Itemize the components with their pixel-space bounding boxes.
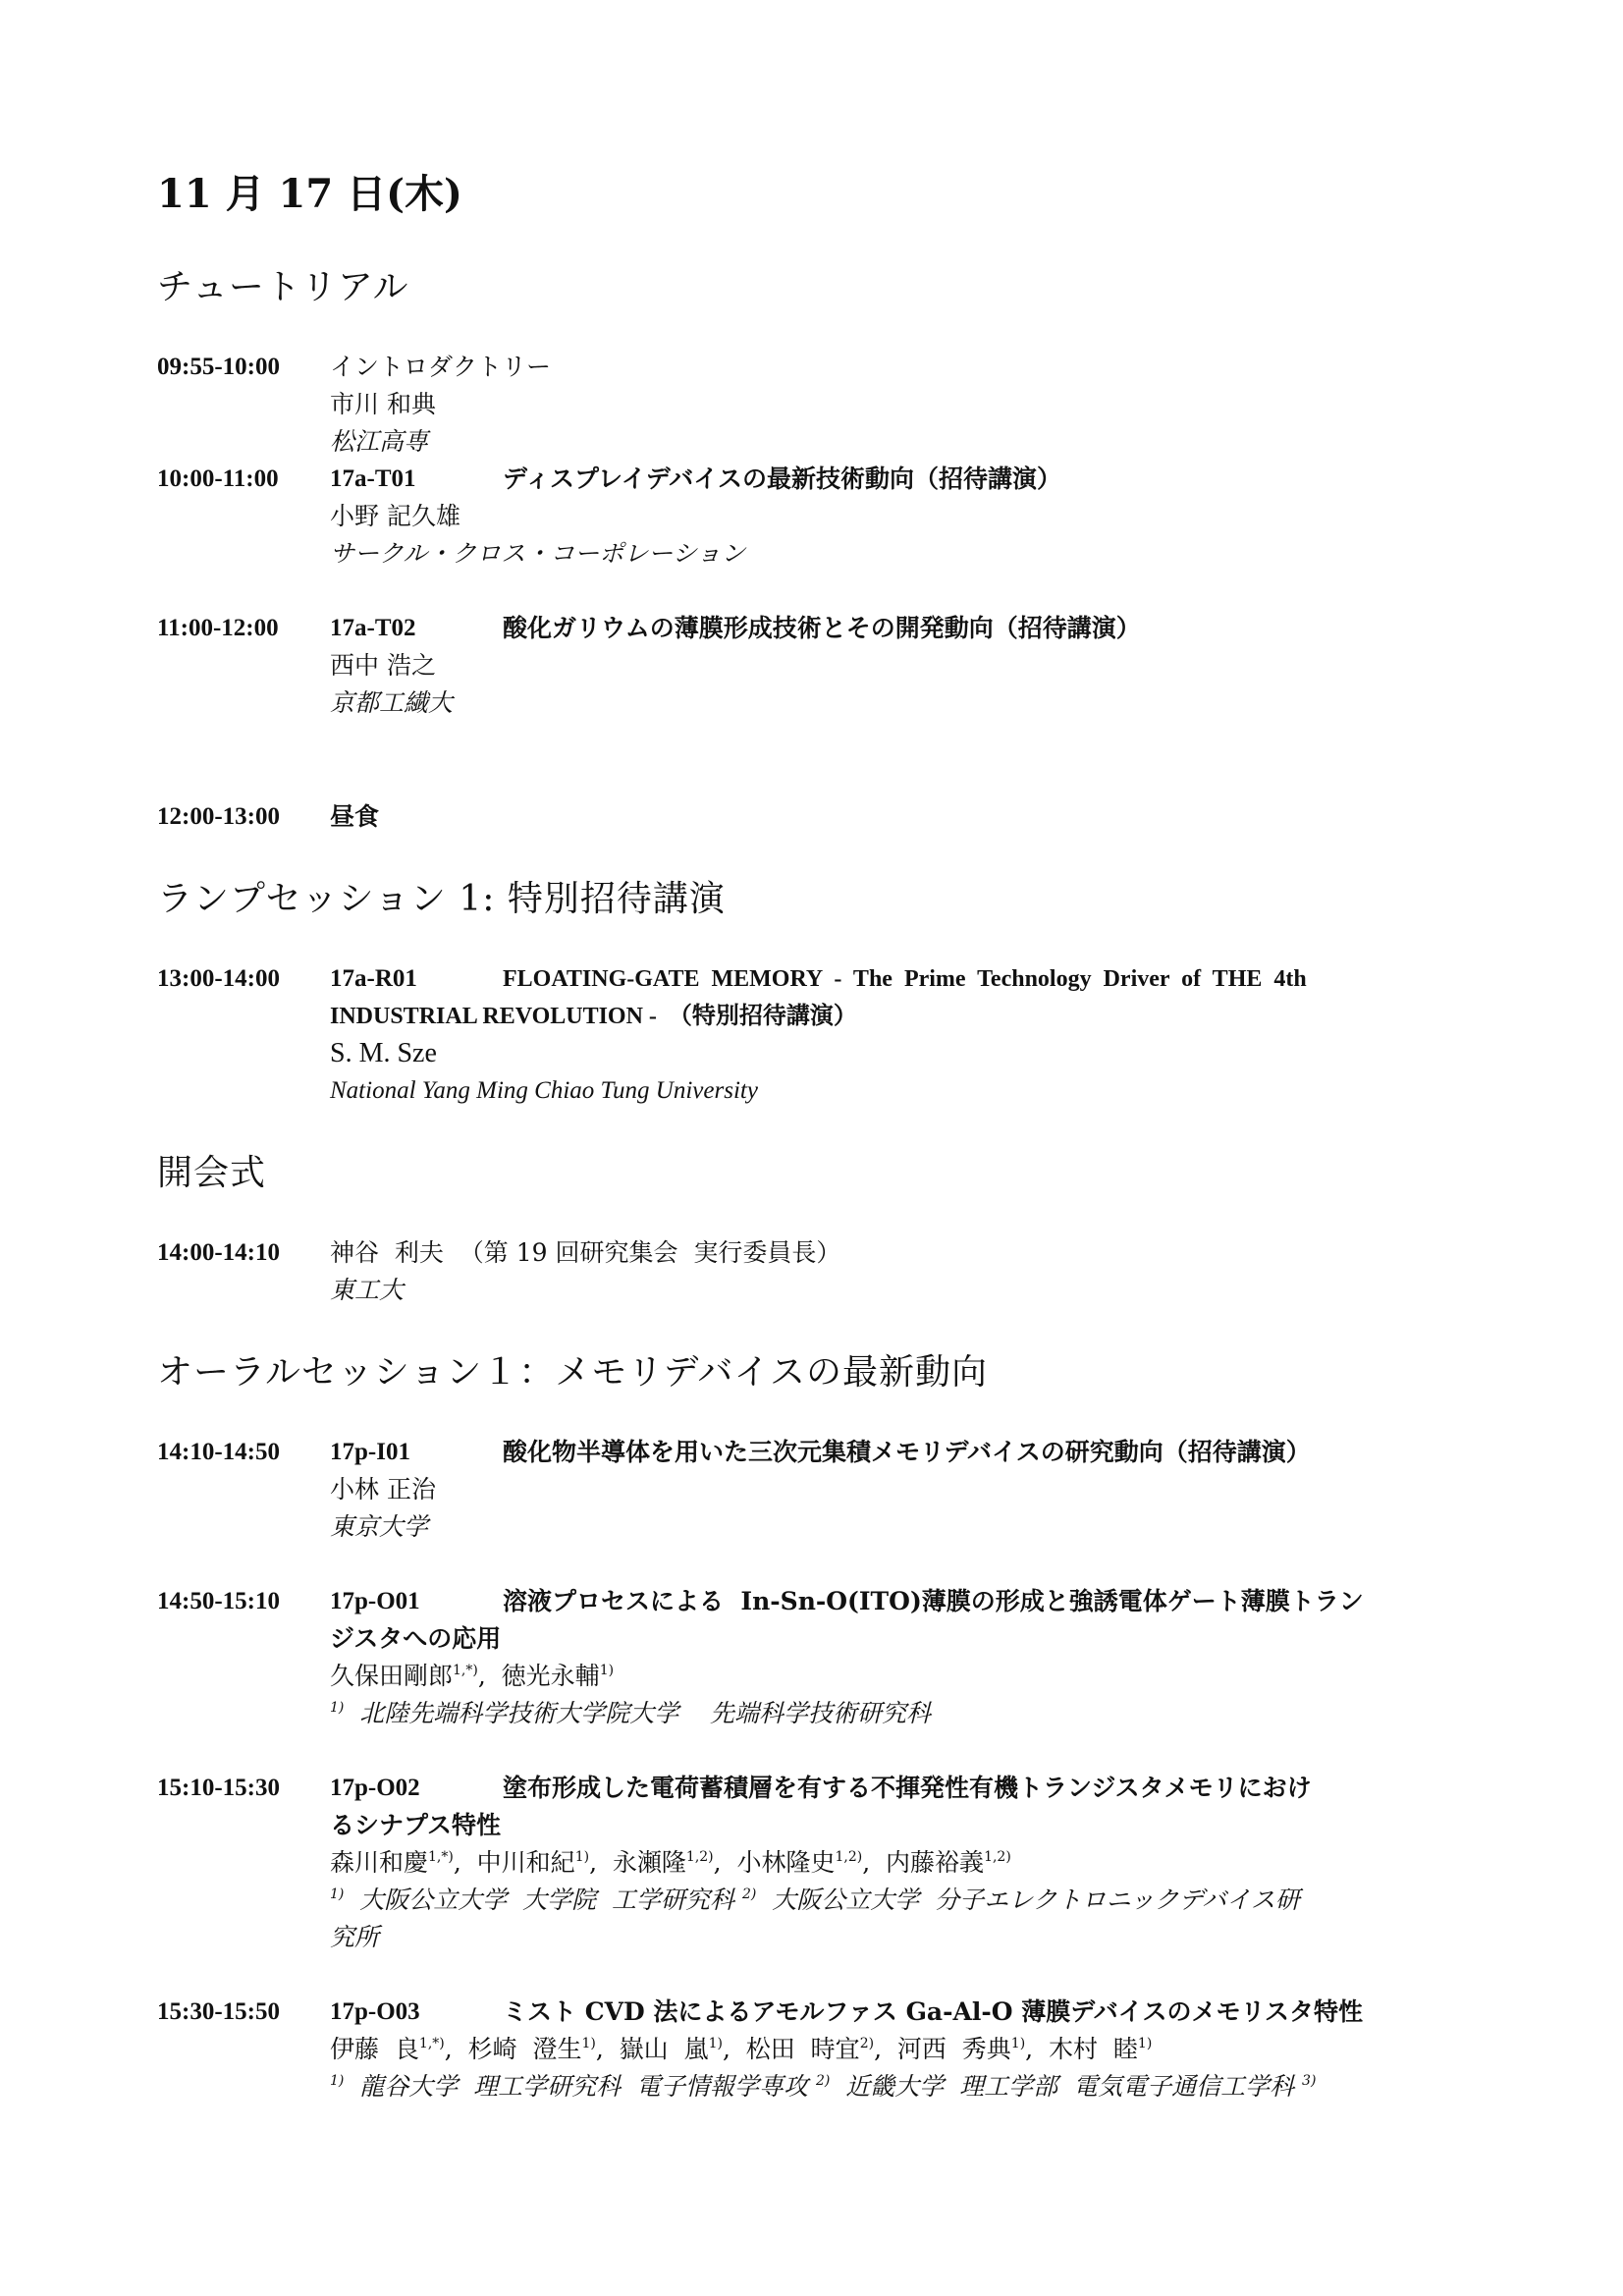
aff-sup: 2) <box>816 2073 831 2089</box>
author-sup: 1,2) <box>984 1849 1011 1865</box>
entry-time: 15:30-15:50 <box>157 1998 280 2025</box>
entry-17p-O03 <box>157 1994 1483 2105</box>
date-heading: 11 月 17 日(木) <box>157 171 462 217</box>
entry-title: 昼食 <box>330 802 380 831</box>
entry-affiliation: 東京大学 <box>330 1512 429 1541</box>
entry-17p-I01 <box>157 1434 1483 1546</box>
section-tutorial: チュートリアル <box>157 267 409 307</box>
entry-title: 酸化物半導体を用いた三次元集積メモリデバイスの研究動向（招待講演） <box>503 1438 1311 1466</box>
aff-text: 龍谷大学 理工学研究科 電子情報学専攻 <box>344 2072 817 2101</box>
entry-code: 17a-R01 <box>330 965 417 992</box>
entry-affiliation: 松江高専 <box>330 427 429 456</box>
section-opening: 開会式 <box>157 1153 267 1193</box>
author: , 嶽山 嵐 <box>595 2035 709 2063</box>
entry-title-line2: INDUSTRIAL REVOLUTION - <box>330 1004 669 1029</box>
aff-text: 大阪公立大学 分子エレクトロニックデバイス研 <box>756 1886 1300 1914</box>
entry-17p-O01 <box>157 1583 1483 1732</box>
entry-title: ディスプレイデバイスの最新技術動向（招待講演） <box>503 465 1062 493</box>
author: 久保田剛郎 <box>330 1662 454 1690</box>
author-sup: 1,2) <box>685 1849 714 1865</box>
entry-affiliation: サークル・クロス・コーポレーション <box>330 539 746 568</box>
author: 森川和慶 <box>330 1848 429 1877</box>
aff-text: 大阪公立大学 大学院 工学研究科 <box>344 1886 743 1914</box>
entry-time: 14:00-14:10 <box>157 1239 280 1266</box>
entry-opening <box>157 1234 1483 1309</box>
aff-sup: 1) <box>330 2073 345 2089</box>
entry-code: 17a-T02 <box>330 615 416 641</box>
entry-lunch <box>157 798 1483 836</box>
author: , 河西 秀典 <box>874 2035 1011 2063</box>
entry-affiliation-line2: 究所 <box>330 1923 380 1951</box>
entry-title-suffix: （特別招待講演） <box>668 1004 857 1029</box>
aff-text: 北陸先端科学技術大学院大学 先端科学技術研究科 <box>344 1699 932 1727</box>
author-sup: 1) <box>708 2036 723 2051</box>
entry-author: 市川 和典 <box>330 390 436 418</box>
author-sup: 1,2) <box>835 1849 863 1865</box>
author-sup: 1) <box>574 1849 590 1865</box>
author-sup: 1,*) <box>453 1663 478 1678</box>
entry-affiliation: National Yang Ming Chiao Tung University <box>330 1077 758 1104</box>
entry-code: 17p-O03 <box>330 1998 420 2025</box>
entry-title: イントロダクトリー <box>330 353 552 381</box>
entry-17a-R01 <box>157 960 1483 1110</box>
entry-affiliation <box>330 1695 1483 1732</box>
section-rump: ランプセッション 1: 特別招待講演 <box>157 879 726 919</box>
author: , 杉崎 澄生 <box>444 2035 582 2063</box>
author: , 木村 睦 <box>1025 2035 1138 2063</box>
entry-affiliation <box>330 2068 1483 2105</box>
entry-time: 09:55-10:00 <box>157 354 280 380</box>
program-page <box>157 147 1483 2105</box>
entry-title-line2: ジスタへの応用 <box>330 1624 502 1653</box>
author-sup: 1,*) <box>428 1849 454 1865</box>
author: , 中川和紀 <box>453 1848 575 1877</box>
entry-authors <box>330 1658 1483 1695</box>
author: , 徳光永輔 <box>477 1662 600 1690</box>
entry-intro <box>157 349 1483 461</box>
author: , 永瀬隆 <box>589 1848 686 1877</box>
author-sup: 1) <box>1137 2036 1153 2051</box>
entry-author: 西中 浩之 <box>330 651 436 680</box>
author: 伊藤 良 <box>330 2035 419 2063</box>
aff-sup: 1) <box>330 1700 345 1716</box>
aff-text: 近畿大学 理工学部 電気電子通信工学科 <box>830 2072 1303 2101</box>
author-sup: 1,*) <box>418 2036 445 2051</box>
entry-affiliation <box>330 1882 1483 1919</box>
entry-author: 小野 記久雄 <box>330 502 460 530</box>
entry-code: 17p-O01 <box>330 1588 420 1614</box>
entry-code: 17p-O02 <box>330 1775 420 1801</box>
author-sup: 1) <box>1010 2036 1026 2051</box>
entry-title-line1: 塗布形成した電荷蓄積層を有する不揮発性有機トランジスタメモリにおけ <box>503 1774 1312 1802</box>
entry-author: S. M. Sze <box>330 1038 437 1068</box>
aff-sup: 1) <box>330 1886 345 1902</box>
entry-time: 12:00-13:00 <box>157 803 280 830</box>
author-sup: 1) <box>581 2036 596 2051</box>
aff-sup: 3) <box>1302 2073 1317 2089</box>
entry-time: 11:00-12:00 <box>157 615 279 641</box>
entry-authors <box>330 2031 1483 2068</box>
entry-title-line1: 溶液プロセスによる In-Sn-O(ITO)薄膜の形成と強誘電体ゲート薄膜トラン <box>503 1587 1364 1615</box>
author: , 小林隆史 <box>713 1848 836 1877</box>
entry-author: 小林 正治 <box>330 1475 436 1503</box>
entry-authors <box>330 1844 1483 1882</box>
section-oral1: オーラルセッション１：メモリデバイスの最新動向 <box>157 1352 988 1393</box>
entry-time: 13:00-14:00 <box>157 965 280 992</box>
entry-affiliation: 東工大 <box>330 1276 405 1304</box>
entry-17p-O02 <box>157 1770 1483 1956</box>
entry-17a-T02 <box>157 610 1483 722</box>
entry-time: 14:50-15:10 <box>157 1588 280 1614</box>
author: , 内藤裕義 <box>862 1848 985 1877</box>
author-sup: 2) <box>859 2036 875 2051</box>
entry-title: ミスト CVD 法によるアモルファス Ga-Al-O 薄膜デバイスのメモリスタ特性 <box>503 1997 1364 2026</box>
author: , 松田 時宜 <box>722 2035 860 2063</box>
entry-title: 酸化ガリウムの薄膜形成技術とその開発動向（招待講演） <box>503 614 1141 642</box>
entry-time: 15:10-15:30 <box>157 1775 280 1801</box>
entry-17a-T01 <box>157 461 1483 573</box>
aff-sup: 2) <box>742 1886 757 1902</box>
entry-text: 神谷 利夫 （第 19 回研究集会 実行委員長） <box>330 1238 841 1267</box>
entry-code: 17p-I01 <box>330 1439 410 1465</box>
entry-title-line2: るシナプス特性 <box>330 1811 502 1839</box>
author-sup: 1) <box>599 1663 615 1678</box>
entry-time: 10:00-11:00 <box>157 465 279 492</box>
entry-time: 14:10-14:50 <box>157 1439 280 1465</box>
entry-code: 17a-T01 <box>330 465 416 492</box>
entry-affiliation: 京都工繊大 <box>330 688 454 717</box>
entry-title-line1: FLOATING-GATE MEMORY - The Prime Technology Driver of THE 4th <box>503 966 1307 992</box>
